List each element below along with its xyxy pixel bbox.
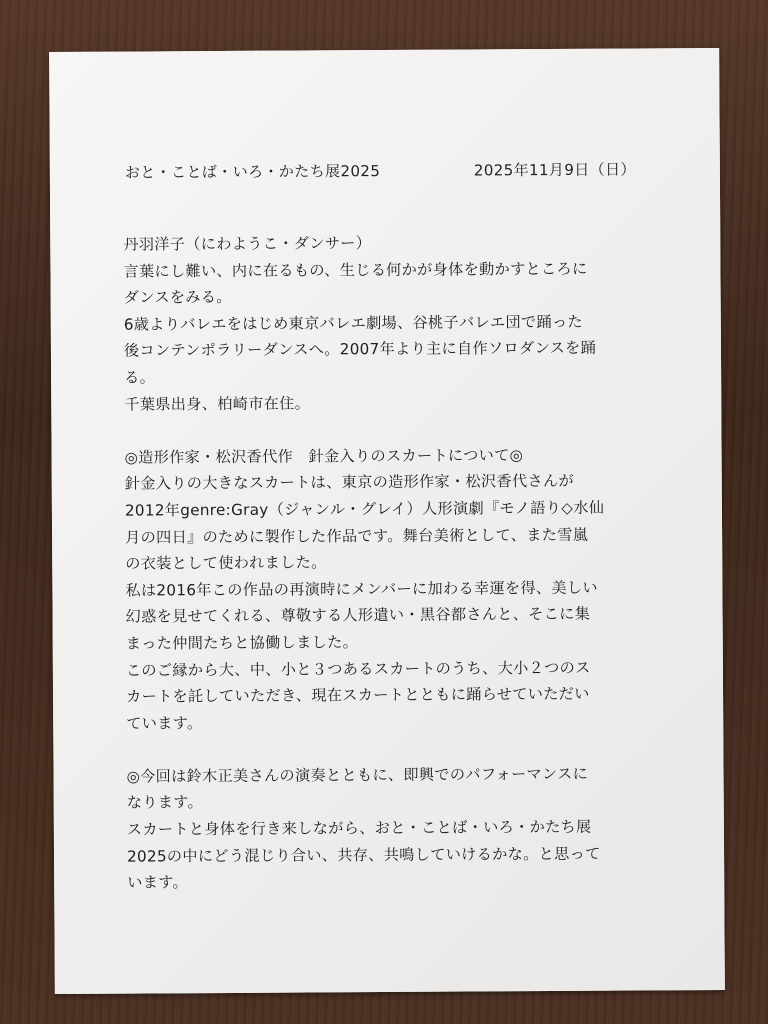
text-line: 言葉にし難い、内に在るもの、生じる何かが身体を動かすところに — [123, 259, 588, 281]
section-heading: ◎造形作家・松沢香代作 針金入りのスカートについて◎ — [124, 445, 524, 467]
text-line: スカートと身体を行き来しながら、おと・ことば・いろ・かたち展 — [126, 817, 592, 839]
text-line: 幻惑を見せてくれる、尊敬する人形遣い・黒谷都さんと、そこに集 — [125, 605, 591, 626]
text-line: カートを託していただき、現在スカートとともに踊らせていただい — [126, 684, 590, 706]
text-line: 私は2016年この作品の再演時にメンバーに加わる幸運を得、美しい — [125, 578, 598, 600]
header — [125, 158, 636, 187]
event-date: 2025年11月9日（日） — [473, 160, 636, 180]
text-line: まった仲間たちと協働しました。 — [125, 633, 359, 653]
text-line: の衣装として使われました。 — [125, 553, 327, 573]
text-line: 2012年genre:Gray（ジャンル・グレイ）人形演劇『モノ語り◇水仙 — [124, 498, 605, 520]
section-performance — [126, 760, 657, 896]
text-line: 千葉県出身、柏崎市在住。 — [124, 394, 311, 414]
text-line: 針金入りの大きなスカートは、東京の造形作家・松沢香代さんが — [124, 472, 574, 493]
body-text — [123, 228, 657, 896]
text-line: います。 — [127, 873, 188, 892]
text-line: 月の四日』のために製作した作品です。舞台美術として、また雪嵐 — [125, 525, 589, 547]
paragraph-gap — [126, 734, 656, 764]
paper-sheet — [49, 48, 725, 994]
text-line: る。 — [124, 368, 156, 387]
section-skirt — [125, 441, 657, 737]
text-line: 2025の中にどう混じり合い、共存、共鳴していけるかな。と思って — [126, 844, 601, 866]
text-line: 丹羽洋子（にわようこ・ダンサー） — [123, 234, 372, 254]
text-line: ダンスをみる。 — [123, 288, 232, 307]
text-line: このご縁から大、中、小と３つあるスカートのうち、大小２つのス — [125, 658, 591, 680]
event-title: おと・ことば・いろ・かたち展2025 — [124, 162, 381, 182]
text-line: 6歳よりバレエをはじめ東京バレエ劇場、谷桃子バレエ団で踊った — [123, 312, 583, 334]
text-line: ◎今回は鈴木正美さんの演奏とともに、即興でのパフォーマンスに — [126, 764, 589, 786]
paragraph-gap — [124, 415, 654, 445]
text-line: なります。 — [126, 793, 204, 813]
section-profile — [123, 228, 654, 417]
text-line: ています。 — [126, 713, 203, 733]
text-line: 後コンテンポラリーダンスへ。2007年より主に自作ソロダンスを踊 — [123, 339, 597, 360]
